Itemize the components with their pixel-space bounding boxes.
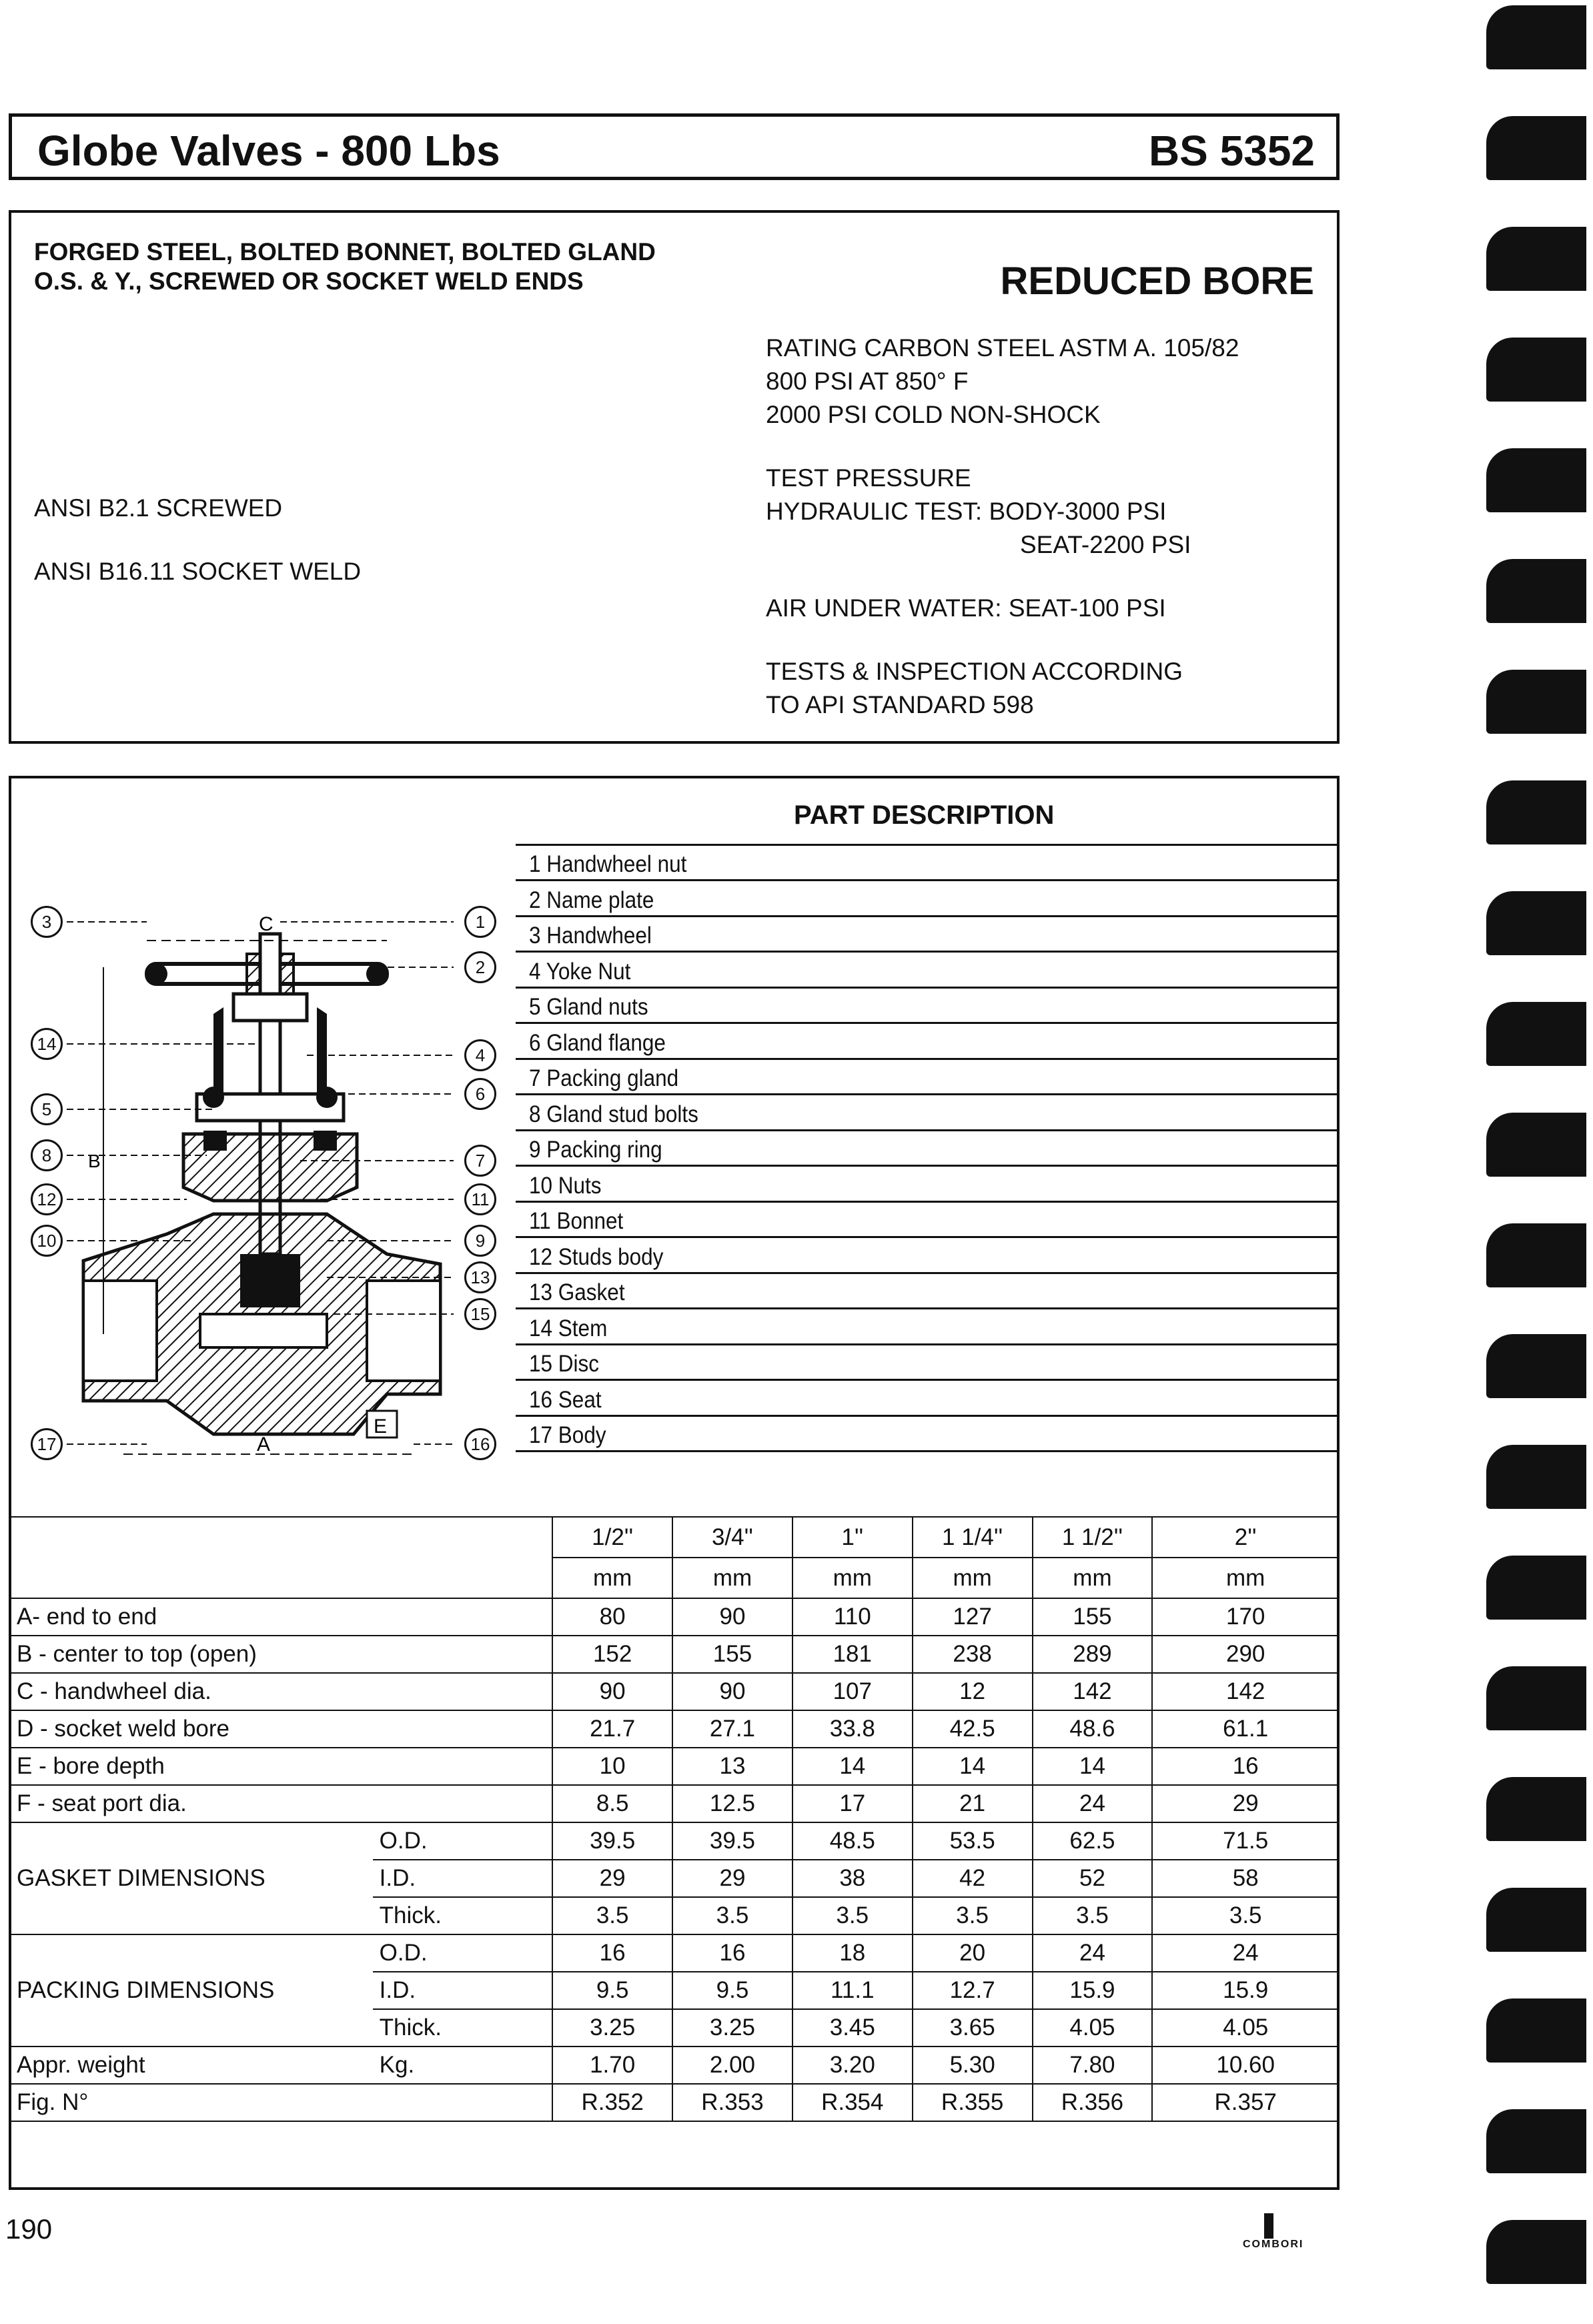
dimension-label: D - socket weld bore	[9, 1710, 552, 1748]
binder-mark	[1486, 2109, 1586, 2173]
part-row	[516, 846, 1340, 881]
figure-value: R.352	[552, 2084, 672, 2121]
packing-value: 24	[1033, 1934, 1153, 1972]
gasket-sub-label: I.D.	[373, 1860, 553, 1897]
part-row	[516, 917, 1340, 953]
dimension-value: 110	[792, 1598, 913, 1636]
dimension-value: 16	[1152, 1748, 1339, 1785]
part-row	[516, 1381, 1340, 1417]
packing-value: 20	[913, 1934, 1033, 1972]
size-header: 1 1/2''	[1033, 1517, 1153, 1558]
dimension-value: 17	[792, 1785, 913, 1822]
unit-header: mm	[552, 1558, 672, 1598]
gasket-value: 48.5	[792, 1822, 913, 1860]
packing-value: 9.5	[552, 1972, 672, 2009]
packing-value: 16	[672, 1934, 792, 1972]
binder-mark	[1486, 891, 1586, 955]
figure-value: R.356	[1033, 2084, 1153, 2121]
part-label: 5 Gland nuts	[529, 994, 648, 1020]
dimension-value: 13	[672, 1748, 792, 1785]
packing-value: 18	[792, 1934, 913, 1972]
packing-sub-label: I.D.	[373, 1972, 553, 2009]
part-label: 10 Nuts	[529, 1172, 602, 1199]
dimension-value: 238	[913, 1636, 1033, 1673]
rating-line-1: RATING CARBON STEEL ASTM A. 105/82	[766, 334, 1239, 362]
dimension-label: A- end to end	[9, 1598, 552, 1636]
part-row	[516, 953, 1340, 989]
packing-value: 12.7	[913, 1972, 1033, 2009]
dimension-a-letter: A	[257, 1433, 271, 1456]
dimension-value: 29	[1152, 1785, 1339, 1822]
callout-5: 5	[31, 1093, 63, 1125]
gasket-value: 3.5	[552, 1897, 672, 1934]
binder-mark	[1486, 1223, 1586, 1287]
dimension-c-letter: C	[259, 913, 274, 935]
callout-14: 14	[31, 1028, 63, 1060]
part-label: 4 Yoke Nut	[529, 958, 631, 985]
figure-value: R.353	[672, 2084, 792, 2121]
gasket-value: 3.5	[1033, 1897, 1153, 1934]
gasket-value: 3.5	[672, 1897, 792, 1934]
dimension-value: 90	[672, 1598, 792, 1636]
dimension-value: 21	[913, 1785, 1033, 1822]
construction-line-1: FORGED STEEL, BOLTED BONNET, BOLTED GLAND	[34, 238, 656, 265]
dimension-value: 27.1	[672, 1710, 792, 1748]
header-blank	[9, 1517, 552, 1598]
part-label: 14 Stem	[529, 1315, 608, 1341]
packing-value: 24	[1152, 1934, 1339, 1972]
unit-header: mm	[913, 1558, 1033, 1598]
part-description-title: PART DESCRIPTION	[794, 800, 1055, 830]
callout-4: 4	[464, 1039, 496, 1071]
unit-header: mm	[1033, 1558, 1153, 1598]
hydraulic-test: HYDRAULIC TEST: BODY-3000 PSI	[766, 498, 1167, 525]
dimension-value: 12.5	[672, 1785, 792, 1822]
binder-mark	[1486, 2220, 1586, 2284]
gasket-value: 58	[1152, 1860, 1339, 1897]
dimension-label: E - bore depth	[9, 1748, 552, 1785]
dimension-row	[9, 1673, 1339, 1710]
dimension-value: 14	[1033, 1748, 1153, 1785]
packing-value: 9.5	[672, 1972, 792, 2009]
callout-2: 2	[464, 951, 496, 983]
weight-value: 1.70	[552, 2047, 672, 2084]
callout-15: 15	[464, 1298, 496, 1330]
dimension-value: 33.8	[792, 1710, 913, 1748]
weight-value: 5.30	[913, 2047, 1033, 2084]
part-label: 16 Seat	[529, 1386, 602, 1413]
packing-value: 3.25	[672, 2009, 792, 2047]
part-row	[516, 1096, 1340, 1131]
part-row	[516, 1060, 1340, 1095]
dimension-value: 90	[672, 1673, 792, 1710]
air-test: AIR UNDER WATER: SEAT-100 PSI	[766, 594, 1166, 622]
dimension-value: 107	[792, 1673, 913, 1710]
packing-value: 4.05	[1152, 2009, 1339, 2047]
gasket-value: 39.5	[672, 1822, 792, 1860]
gasket-value: 38	[792, 1860, 913, 1897]
dimension-value: 155	[672, 1636, 792, 1673]
standard-code: BS 5352	[1148, 127, 1315, 175]
binder-mark	[1486, 1998, 1586, 2063]
weight-value: 7.80	[1033, 2047, 1153, 2084]
inspection-line-2: TO API STANDARD 598	[766, 691, 1034, 718]
dimension-value: 155	[1033, 1598, 1153, 1636]
end-screwed: ANSI B2.1 SCREWED	[34, 494, 283, 522]
inspection-line-1: TESTS & INSPECTION ACCORDING	[766, 658, 1183, 685]
part-label: 8 Gland stud bolts	[529, 1101, 698, 1127]
callout-17: 17	[31, 1428, 63, 1460]
callout-3: 3	[31, 906, 63, 938]
dimension-value: 127	[913, 1598, 1033, 1636]
specification-box	[9, 210, 1340, 744]
part-row	[516, 1417, 1340, 1452]
binder-mark	[1486, 1002, 1586, 1066]
dimension-value: 90	[552, 1673, 672, 1710]
gasket-sub-label: Thick.	[373, 1897, 553, 1934]
unit-header: mm	[1152, 1558, 1339, 1598]
binder-mark	[1486, 1777, 1586, 1841]
dimension-b-letter: B	[88, 1151, 101, 1171]
dimension-row	[9, 1785, 1339, 1822]
binder-mark	[1486, 448, 1586, 512]
size-header: 3/4''	[672, 1517, 792, 1558]
dimension-label: C - handwheel dia.	[9, 1673, 552, 1710]
seat-test: SEAT-2200 PSI	[1020, 531, 1191, 558]
dimension-value: 8.5	[552, 1785, 672, 1822]
packing-label: PACKING DIMENSIONS	[9, 1934, 373, 2047]
figure-value: R.354	[792, 2084, 913, 2121]
gasket-sub-label: O.D.	[373, 1822, 553, 1860]
binder-mark	[1486, 1113, 1586, 1177]
brand-name: COMBORI	[1243, 2239, 1304, 2250]
figure-value: R.357	[1152, 2084, 1339, 2121]
binder-mark	[1486, 1666, 1586, 1730]
part-label: 9 Packing ring	[529, 1137, 662, 1163]
size-header: 2''	[1152, 1517, 1339, 1558]
dimension-row	[9, 1748, 1339, 1785]
part-row	[516, 1310, 1340, 1345]
disc-shape	[240, 1254, 300, 1307]
part-label: 12 Studs body	[529, 1243, 664, 1270]
callout-13: 13	[464, 1261, 496, 1293]
part-label: 17 Body	[529, 1422, 606, 1448]
part-row	[516, 882, 1340, 917]
dimension-value: 24	[1033, 1785, 1153, 1822]
packing-row	[9, 1934, 1339, 1972]
gasket-value: 53.5	[913, 1822, 1033, 1860]
binder-mark	[1486, 1888, 1586, 1952]
weight-value: 3.20	[792, 2047, 913, 2084]
unit-header: mm	[672, 1558, 792, 1598]
dimension-value: 290	[1152, 1636, 1339, 1673]
gasket-value: 29	[552, 1860, 672, 1897]
binder-mark	[1486, 338, 1586, 402]
seat-shape	[200, 1314, 327, 1347]
size-header: 1''	[792, 1517, 913, 1558]
size-header: 1 1/4''	[913, 1517, 1033, 1558]
figure-label: Fig. N°	[9, 2084, 552, 2121]
binder-mark	[1486, 1445, 1586, 1509]
construction-line-2: O.S. & Y., SCREWED OR SOCKET WELD ENDS	[34, 267, 584, 295]
weight-value: 2.00	[672, 2047, 792, 2084]
page-title: Globe Valves - 800 Lbs	[37, 127, 500, 175]
part-row	[516, 1239, 1340, 1274]
gasket-value: 52	[1033, 1860, 1153, 1897]
binder-mark	[1486, 116, 1586, 180]
dimension-value: 12	[913, 1673, 1033, 1710]
rating-line-3: 2000 PSI COLD NON-SHOCK	[766, 401, 1101, 428]
rating-line-2: 800 PSI AT 850° F	[766, 368, 969, 395]
part-row	[516, 1131, 1340, 1167]
unit-header: mm	[792, 1558, 913, 1598]
gasket-value: 39.5	[552, 1822, 672, 1860]
gasket-value: 3.5	[913, 1897, 1033, 1934]
gasket-value: 3.5	[1152, 1897, 1339, 1934]
binder-mark	[1486, 227, 1586, 291]
dimension-e-letter: E	[374, 1415, 388, 1437]
dimension-value: 181	[792, 1636, 913, 1673]
logo-mark-icon	[1264, 2213, 1273, 2239]
part-row	[516, 1025, 1340, 1060]
dimension-value: 170	[1152, 1598, 1339, 1636]
callout-11: 11	[464, 1183, 496, 1215]
dimension-value: 21.7	[552, 1710, 672, 1748]
part-row	[516, 1167, 1340, 1203]
title-bar	[9, 113, 1340, 180]
binder-mark	[1486, 1334, 1586, 1398]
gasket-value: 42	[913, 1860, 1033, 1897]
part-label: 3 Handwheel	[529, 923, 652, 949]
binder-mark	[1486, 780, 1586, 844]
part-row	[516, 1203, 1340, 1238]
yoke-nut-shape	[233, 994, 307, 1021]
dimension-label: F - seat port dia.	[9, 1785, 552, 1822]
dimension-value: 14	[792, 1748, 913, 1785]
figure-row	[9, 2084, 1339, 2121]
dimension-value: 14	[913, 1748, 1033, 1785]
callout-6: 6	[464, 1078, 496, 1110]
binder-mark	[1486, 1556, 1586, 1620]
part-label: 7 Packing gland	[529, 1065, 679, 1091]
callout-1: 1	[464, 906, 496, 938]
part-row	[516, 989, 1340, 1024]
binder-mark	[1486, 5, 1586, 69]
part-label: 15 Disc	[529, 1351, 600, 1377]
brand-logo	[1243, 2213, 1303, 2251]
gasket-label: GASKET DIMENSIONS	[9, 1822, 373, 1934]
figure-value: R.355	[913, 2084, 1033, 2121]
packing-value: 3.25	[552, 2009, 672, 2047]
dimension-value: 80	[552, 1598, 672, 1636]
callout-12: 12	[31, 1183, 63, 1215]
size-header-row	[9, 1517, 1339, 1558]
packing-value: 3.65	[913, 2009, 1033, 2047]
gasket-value: 62.5	[1033, 1822, 1153, 1860]
dimension-value: 10	[552, 1748, 672, 1785]
packing-value: 3.45	[792, 2009, 913, 2047]
dimensions-table	[9, 1516, 1340, 2122]
packing-value: 15.9	[1033, 1972, 1153, 2009]
gasket-value: 71.5	[1152, 1822, 1339, 1860]
part-label: 13 Gasket	[529, 1279, 625, 1305]
gasket-value: 3.5	[792, 1897, 913, 1934]
bore-type: REDUCED BORE	[1000, 259, 1314, 303]
gasket-value: 29	[672, 1860, 792, 1897]
packing-value: 11.1	[792, 1972, 913, 2009]
weight-row	[9, 2047, 1339, 2084]
gasket-row	[9, 1822, 1339, 1860]
dimension-value: 42.5	[913, 1710, 1033, 1748]
dimension-value: 48.6	[1033, 1710, 1153, 1748]
callout-9: 9	[464, 1225, 496, 1257]
part-row	[516, 1274, 1340, 1309]
valve-cross-section-diagram	[13, 881, 514, 1481]
packing-sub-label: O.D.	[373, 1934, 553, 1972]
size-header: 1/2''	[552, 1517, 672, 1558]
packing-sub-label: Thick.	[373, 2009, 553, 2047]
test-pressure-heading: TEST PRESSURE	[766, 464, 971, 492]
dimension-row	[9, 1598, 1339, 1636]
dimension-row	[9, 1710, 1339, 1748]
binder-mark	[1486, 670, 1586, 734]
callout-16: 16	[464, 1428, 496, 1460]
dimension-value: 61.1	[1152, 1710, 1339, 1748]
end-socket-weld: ANSI B16.11 SOCKET WELD	[34, 558, 362, 585]
weight-label: Appr. weight	[9, 2047, 373, 2084]
weight-value: 10.60	[1152, 2047, 1339, 2084]
dimension-value: 142	[1033, 1673, 1153, 1710]
dimension-value: 152	[552, 1636, 672, 1673]
dimension-value: 289	[1033, 1636, 1153, 1673]
callout-8: 8	[31, 1139, 63, 1171]
packing-value: 16	[552, 1934, 672, 1972]
part-label: 6 Gland flange	[529, 1029, 666, 1056]
page-number: 190	[5, 2213, 53, 2245]
packing-value: 4.05	[1033, 2009, 1153, 2047]
part-label: 2 Name plate	[529, 887, 654, 913]
part-row	[516, 1345, 1340, 1381]
callout-10: 10	[31, 1225, 63, 1257]
binder-mark	[1486, 559, 1586, 623]
dimension-label: B - center to top (open)	[9, 1636, 552, 1673]
weight-unit: Kg.	[373, 2047, 553, 2084]
dimension-value: 142	[1152, 1673, 1339, 1710]
part-label: 11 Bonnet	[529, 1208, 624, 1234]
packing-value: 15.9	[1152, 1972, 1339, 2009]
callout-7: 7	[464, 1145, 496, 1177]
dimension-row	[9, 1636, 1339, 1673]
part-label: 1 Handwheel nut	[529, 851, 687, 877]
